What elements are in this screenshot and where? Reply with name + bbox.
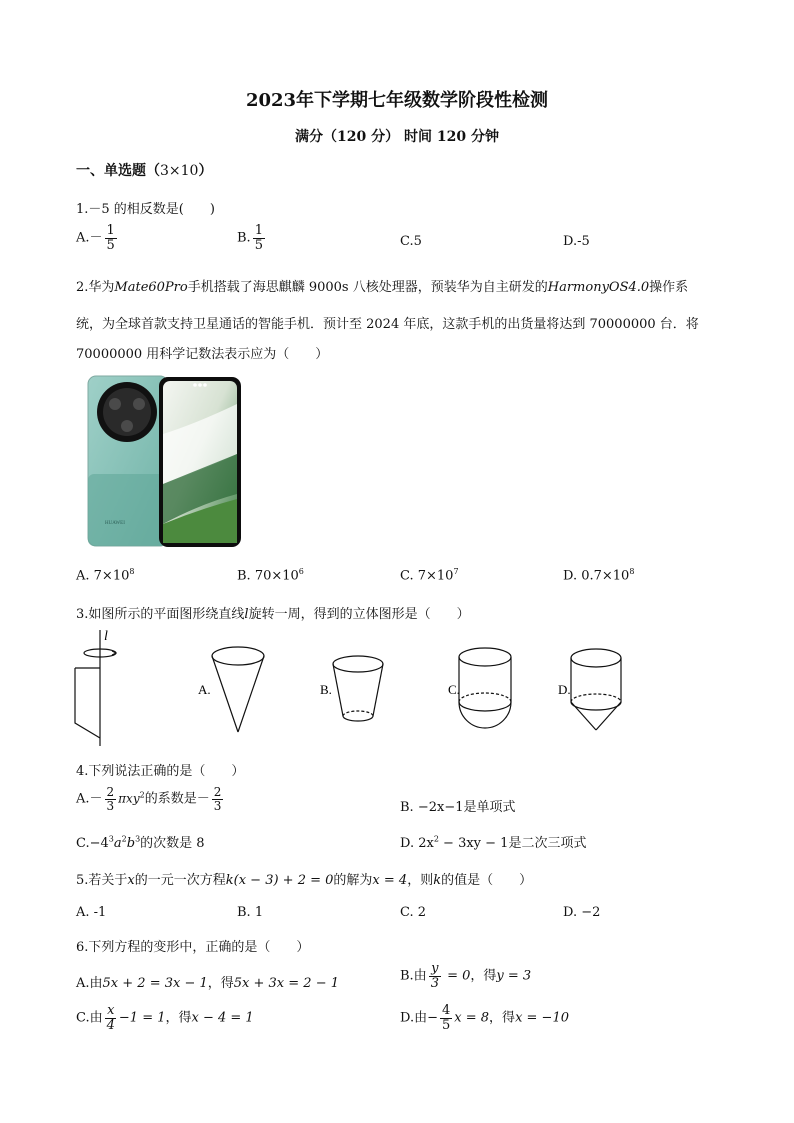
plane-figure — [75, 630, 116, 746]
fraction-numerator: 2 — [106, 785, 115, 799]
exponent: 3 — [135, 834, 141, 844]
option-d-prefix: D.由− — [400, 1010, 438, 1026]
equation-2: y = 3 — [496, 968, 532, 984]
equation-1: 5x + 2 = 3x − 1 — [102, 976, 208, 991]
question-5-option-b: B. 1 — [237, 905, 264, 920]
question-1-option-c: C.5 — [400, 234, 422, 249]
option-a-prefix: A.由 — [76, 976, 103, 991]
phone-image — [85, 374, 245, 549]
equation-1: −1 = 1 — [118, 1010, 166, 1026]
q3-var-l: l — [244, 607, 249, 622]
question-2-line-1 — [76, 276, 688, 295]
q3-text-1: 3.如图所示的平面图形绕直线 — [76, 607, 245, 622]
option-text: C. 7×10 — [400, 568, 454, 584]
fraction-denominator: 3 — [430, 975, 439, 991]
exponent: 3 — [108, 834, 114, 844]
cylinder-hemisphere-figure — [459, 648, 511, 728]
section-label: 一、单选题（ — [76, 163, 160, 179]
q2-math-1: Mate60Pro — [114, 280, 188, 295]
question-3-figures — [70, 628, 650, 750]
question-2-option-b — [237, 567, 304, 583]
exponent: 8 — [629, 567, 635, 576]
option-d-prefix: D. 2x — [400, 836, 434, 851]
question-2-option-c — [400, 567, 459, 583]
page-title: 2023年下学期七年级数学阶段性检测 — [245, 90, 549, 111]
option-c-prefix: C.由 — [76, 1010, 103, 1026]
section-close: ） — [198, 163, 213, 179]
question-6-option-d — [400, 1004, 569, 1032]
equation-1: = 0 — [442, 968, 471, 984]
axis-label: l — [104, 629, 108, 644]
option-a-prefix: A.－ — [76, 230, 103, 246]
fraction-numerator: x — [107, 1003, 115, 1018]
option-text: ，得 — [489, 1010, 516, 1026]
question-1-stem: 1.－5 的相反数是( ) — [76, 202, 215, 217]
question-4-option-b: B. −2x−1是单项式 — [400, 800, 516, 815]
question-2-option-d — [563, 567, 634, 583]
exponent: 2 — [139, 790, 145, 800]
question-6-option-b — [400, 962, 531, 990]
exponent: 8 — [129, 567, 135, 576]
question-5-option-a: A. -1 — [76, 905, 107, 920]
fraction-numerator: 1 — [254, 223, 263, 238]
math-term: πxy — [118, 791, 140, 806]
equation-2: x = −10 — [515, 1010, 569, 1026]
option-text: ，得 — [165, 1010, 192, 1026]
question-6-option-c — [76, 1004, 254, 1032]
frustum-figure — [333, 656, 383, 721]
q2-math-2: HarmonyOS4.0 — [547, 280, 650, 295]
q3-text-2: 旋转一周，得到的立体图形是（ ） — [248, 607, 470, 622]
fraction-denominator: 5 — [442, 1017, 451, 1033]
question-4-option-d — [400, 832, 586, 851]
var-k: k — [433, 873, 442, 888]
option-text: ，得 — [207, 976, 234, 991]
fraction-denominator: 3 — [106, 798, 115, 813]
question-3-stem — [76, 603, 470, 622]
question-6-option-a — [76, 972, 339, 991]
equation-2: x − 4 = 1 — [191, 1010, 254, 1026]
q2-text-1: 2.华为 — [76, 280, 115, 295]
q5-text-5: 的值是（ ） — [441, 873, 533, 888]
question-2-line-3: 70000000 用科学记数法表示应为（ ） — [76, 347, 329, 362]
exponent: 7 — [453, 567, 459, 576]
q5-text-4: ，则 — [407, 873, 434, 888]
fraction-numerator: 2 — [213, 785, 222, 799]
q2-text-2: 手机搭载了海思麒麟 9000s 八核处理器，预装华为自主研发的 — [187, 280, 548, 295]
option-text: − 3xy − 1是二次三项式 — [438, 836, 587, 851]
option-text: A. 7×10 — [76, 568, 130, 584]
equation-1: x = 8 — [454, 1010, 490, 1026]
question-4-stem: 4.下列说法正确的是（ ） — [76, 764, 245, 779]
option-b-prefix: B. — [237, 230, 251, 246]
section-heading — [76, 160, 212, 180]
option-c-prefix: C.−4 — [76, 836, 109, 851]
var-x: x — [127, 873, 135, 888]
var-b: b — [126, 836, 136, 851]
option-text: 的系数是－ — [144, 791, 210, 807]
figure-label-b: B. — [320, 682, 332, 697]
fraction-denominator: 5 — [254, 237, 263, 253]
question-5-stem — [76, 869, 532, 888]
question-1-option-a — [76, 224, 119, 252]
question-5-option-d: D. −2 — [563, 905, 601, 920]
question-2-option-a — [76, 567, 134, 583]
fraction-numerator: 4 — [442, 1003, 451, 1018]
fraction-numerator: y — [431, 961, 439, 976]
exponent: 2 — [433, 834, 439, 844]
fraction-denominator: 3 — [213, 798, 222, 813]
q5-text-2: 的一元一次方程 — [134, 873, 226, 888]
question-5-option-c: C. 2 — [400, 905, 427, 920]
option-b-prefix: B.由 — [400, 968, 427, 984]
option-text: D. 0.7×10 — [563, 568, 630, 584]
figure-label-a: A. — [198, 682, 211, 697]
question-4-option-c — [76, 832, 205, 851]
phone-brand-label: HUAWEI — [105, 521, 125, 526]
equation-2: 5x + 3x = 2 − 1 — [233, 976, 339, 991]
option-a-prefix: A.－ — [76, 791, 103, 807]
equation: k(x − 3) + 2 = 0 — [225, 873, 334, 888]
question-1-option-d: D.-5 — [563, 234, 590, 249]
question-1-option-b — [237, 224, 267, 252]
option-text: ，得 — [470, 968, 497, 984]
figure-label-d: D. — [558, 682, 571, 697]
q5-text-1: 5.若关于 — [76, 873, 128, 888]
cylinder-cone-figure — [571, 649, 621, 730]
figure-label-c: C. — [448, 682, 460, 697]
cone-figure — [212, 647, 264, 732]
q5-text-3: 的解为 — [333, 873, 373, 888]
page-subtitle: 满分（120 分） 时间 120 分钟 — [295, 129, 499, 145]
q2-text-3: 操作系 — [649, 280, 689, 295]
option-text: B. 70×10 — [237, 568, 299, 584]
question-4-option-a — [76, 786, 225, 812]
option-text: 的次数是 8 — [140, 836, 205, 851]
solution: x = 4 — [372, 873, 408, 888]
exponent: 6 — [298, 567, 304, 576]
question-6-stem: 6.下列方程的变形中，正确的是（ ） — [76, 940, 310, 955]
question-2-line-2: 统，为全球首款支持卫星通话的智能手机．预计至 2024 年底，这款手机的出货量将达到 70000000 台．将 — [76, 317, 699, 332]
var-a: a — [113, 836, 122, 851]
exponent: 2 — [121, 834, 127, 844]
fraction-denominator: 5 — [106, 237, 115, 253]
section-score: 3×10 — [160, 163, 199, 179]
fraction-denominator: 4 — [106, 1017, 115, 1033]
fraction-numerator: 1 — [106, 223, 115, 238]
